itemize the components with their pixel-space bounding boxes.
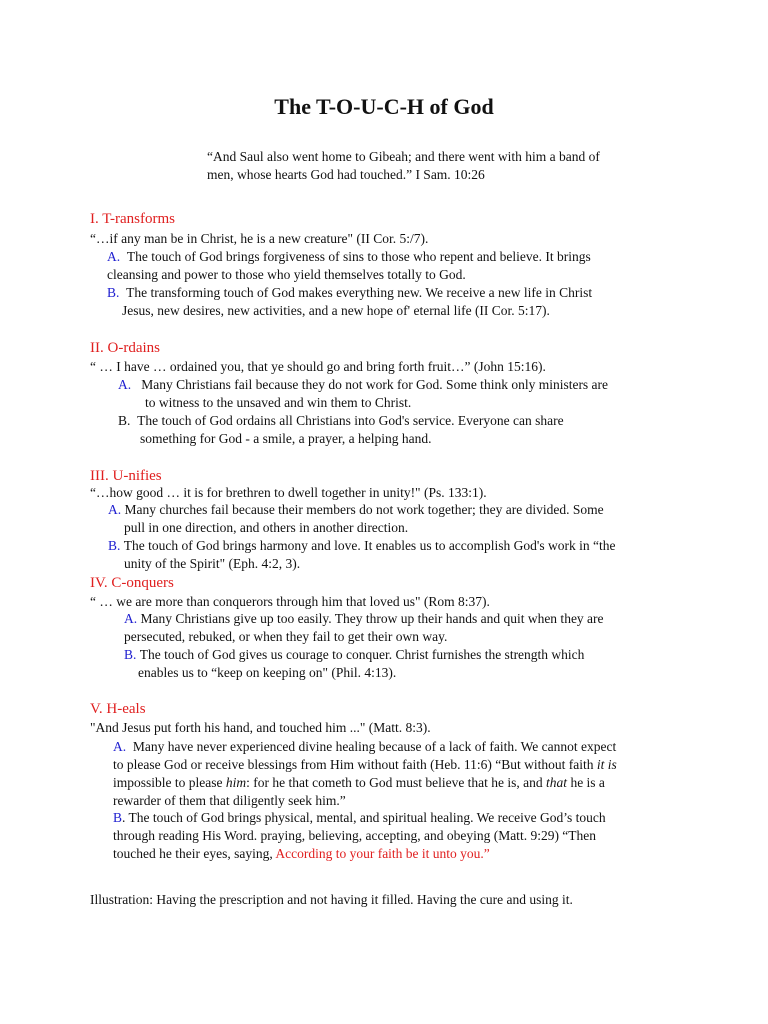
section-heading-conquers: IV. C-onquers: [90, 575, 174, 591]
section-item: [124, 610, 604, 628]
section-item: [108, 501, 604, 519]
item-text: Many have never experienced divine healing because of a lack of faith. We cannot expect: [132, 739, 617, 754]
section-item-continued: [124, 519, 408, 537]
item-text: touched he their eyes, saying,: [113, 846, 276, 861]
section-item: [107, 284, 592, 302]
section-item: [108, 537, 615, 555]
section-quote: “…if any man be in Christ, he is a new creature" (II Cor. 5:/7).: [90, 231, 429, 246]
item-line: [113, 845, 490, 863]
item-text: The touch of God gives us courage to conquer. Christ furnishes the strength which: [139, 647, 585, 662]
epigraph: [207, 148, 677, 184]
item-letter: A.: [113, 739, 127, 754]
section-heading-heals: V. H-eals: [90, 701, 146, 717]
item-line: [113, 756, 617, 774]
item-letter: B: [113, 810, 123, 825]
item-letter: A.: [118, 377, 132, 392]
item-emphasis: it is: [596, 757, 617, 772]
item-text: The touch of God ordains all Christians into God's service. Everyone can share: [137, 413, 564, 428]
item-line: [107, 248, 591, 266]
section-item-continued: [124, 628, 447, 646]
item-text: Many churches fail because their members do not work together; they are divided. Some: [124, 502, 604, 517]
section-item: [124, 646, 584, 664]
item-text: . The touch of God brings physical, mental, and spiritual healing. We receive God’s touch: [122, 810, 606, 825]
item-line: [113, 774, 605, 792]
item-text: rewarder of them that diligently seek him.”: [113, 793, 346, 808]
section-item-continued: [113, 774, 605, 792]
item-text: unity of the Spirit" (Eph. 4:2, 3).: [124, 556, 301, 571]
item-letter: A.: [108, 502, 122, 517]
section-heading-transforms: I. T-ransforms: [90, 211, 175, 227]
item-line: [108, 501, 604, 519]
item-text: Jesus, new desires, new activities, and a new hope of' eternal life (II Cor. 5:17).: [122, 303, 550, 318]
section-item-continued: [138, 664, 396, 682]
illustration-note: Illustration: Having the prescription and not having it filled. Having the cure and using it.: [90, 892, 573, 907]
epigraph-line: men, whose hearts God had touched.” I Sam. 10:26: [207, 167, 485, 182]
section-item: [113, 809, 606, 827]
section-item-continued: [145, 394, 411, 412]
section-item-continued: [124, 555, 300, 573]
section-item-continued: [113, 792, 346, 810]
item-text: Many Christians fail because they do not work for God. Some think only ministers are: [141, 377, 609, 392]
item-letter: B.: [118, 413, 131, 428]
item-letter: B.: [107, 285, 120, 300]
item-emphasis: him: [225, 775, 247, 790]
section-item-continued: [140, 430, 432, 448]
section-heading-unifies: III. U-nifies: [90, 468, 162, 484]
item-letter: A.: [124, 611, 138, 626]
section-item-continued: [113, 756, 617, 774]
item-line: [124, 646, 584, 664]
item-text: to witness to the unsaved and win them to Christ.: [145, 395, 412, 410]
highlighted-quote: According to your faith be it unto you.”: [275, 846, 490, 861]
item-line: [124, 610, 604, 628]
item-text: pull in one direction, and others in another direction.: [124, 520, 409, 535]
item-emphasis: that: [546, 775, 568, 790]
section-item: [107, 248, 591, 266]
item-line: [108, 537, 615, 555]
item-text: persecuted, rebuked, or when they fail to get their own way.: [124, 629, 448, 644]
item-text: The touch of God brings forgiveness of sins to those who repent and believe. It brings: [126, 249, 591, 264]
section-item-continued: [113, 845, 490, 863]
item-text: : for he that cometh to God must believe that he is, and: [246, 775, 547, 790]
item-text: he is a: [567, 775, 605, 790]
section-quote: "And Jesus put forth his hand, and touched him ..." (Matt. 8:3).: [90, 720, 431, 735]
item-line: [107, 284, 592, 302]
section-quote: “ … we are more than conquerors through him that loved us" (Rom 8:37).: [90, 594, 490, 609]
section-item: [118, 376, 608, 394]
item-text: impossible to please: [113, 775, 226, 790]
item-line: [118, 376, 608, 394]
item-line: [113, 809, 606, 827]
item-line: [113, 738, 616, 756]
page-title: The T-O-U-C-H of God: [274, 94, 494, 119]
item-text: to please God or receive blessings from Him without faith (Heb. 11:6) “But without faith: [113, 757, 597, 772]
section-heading-ordains: II. O-rdains: [90, 340, 160, 356]
item-text: Many Christians give up too easily. They throw up their hands and quit when they are: [140, 611, 604, 626]
item-text: The transforming touch of God makes everything new. We receive a new life in Christ: [126, 285, 593, 300]
item-text: enables us to “keep on keeping on" (Phil. 4:13).: [138, 665, 397, 680]
section-quote: “…how good … it is for brethren to dwell together in unity!" (Ps. 133:1).: [90, 485, 487, 500]
item-letter: B.: [124, 647, 137, 662]
section-item-continued: [113, 827, 596, 845]
item-text: something for God - a smile, a prayer, a helping hand.: [140, 431, 432, 446]
item-text: through reading His Word. praying, believing, accepting, and obeying (Matt. 9:29) “Then: [113, 828, 597, 843]
section-quote: “ … I have … ordained you, that ye should go and bring forth fruit…” (John 15:16).: [90, 359, 546, 374]
item-line: [118, 412, 564, 430]
item-text: cleansing and power to those who yield themselves totally to God.: [107, 267, 466, 282]
item-letter: A.: [107, 249, 121, 264]
section-item-continued: [122, 302, 550, 320]
section-item: [113, 738, 616, 756]
item-letter: B.: [108, 538, 121, 553]
section-item-continued: [107, 266, 466, 284]
epigraph-line: “And Saul also went home to Gibeah; and there went with him a band of: [207, 149, 600, 164]
item-text: The touch of God brings harmony and love. It enables us to accomplish God's work in “the: [123, 538, 616, 553]
section-item: [118, 412, 564, 430]
